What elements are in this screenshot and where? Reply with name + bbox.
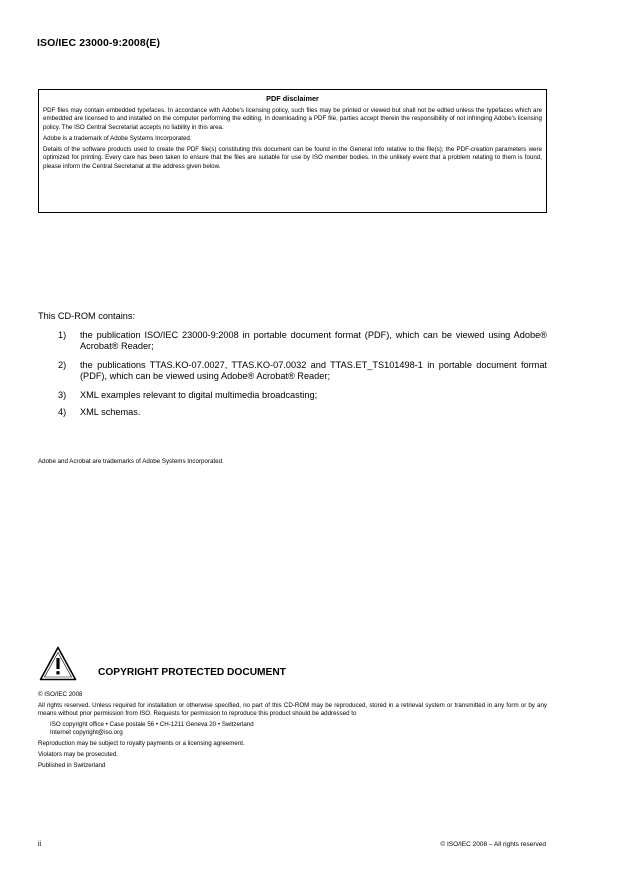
copyright-internet: Internet copyright@iso.org (50, 728, 123, 736)
list-item (38, 407, 547, 424)
list-item-text: XML schemas. (80, 407, 141, 417)
disclaimer-paragraph: PDF files may contain embedded typefaces. In accordance with Adobe's licensing policy, such files may be printed or viewed but shall not be edited unless the typefaces which are embedded are licensed to and installed on the computer performing the editing. In downloading a PDF file, parties accept therein the responsibility of not infringing Adobe's licensing policy. The ISO Central Secretariat accepts no liability in this area. (43, 107, 542, 131)
pdf-disclaimer-box (38, 89, 547, 213)
page-number: ii (38, 841, 42, 848)
list-item-number: 1) (58, 330, 67, 340)
cdrom-contents-list (38, 330, 547, 424)
warning-icon (39, 646, 77, 681)
copyright-royalty: Reproduction may be subject to royalty payments or a licensing agreement. (38, 740, 245, 748)
list-item (38, 330, 547, 360)
copyright-block (38, 691, 547, 773)
list-item-number: 4) (58, 407, 67, 417)
list-item-text: the publication ISO/IEC 23000-9:2008 in portable document format (PDF), which can be viewed using Adobe® Acrobat® Reader; (80, 330, 547, 351)
copyright-notice: © ISO/IEC 2008 (38, 691, 83, 698)
copyright-rights-text: All rights reserved. Unless required for installation or otherwise specified, no part of this CD-ROM may be reproduced, stored in a retrieval system or transmitted in any form or by any means without prior permission from ISO. Requests for permission to reproduce this product should be addressed to (38, 702, 547, 718)
copyright-heading: COPYRIGHT PROTECTED DOCUMENT (98, 667, 286, 678)
list-item-text: XML examples relevant to digital multimedia broadcasting; (80, 390, 318, 400)
cdrom-intro: This CD-ROM contains: (38, 311, 135, 321)
document-header-title: ISO/IEC 23000-9:2008(E) (37, 37, 161, 49)
disclaimer-title: PDF disclaimer (266, 94, 319, 103)
list-item (38, 360, 547, 390)
disclaimer-paragraph: Details of the software products used to create the PDF file(s) constituting this document can be found in the General Info relative to the file(s); the PDF-creation parameters were optimized for printing. Every care has been taken to ensure that the files are suitable for use by ISO member bodies. In the unlikely event that a problem relating to them is found, please inform the Central Secretariat at the address given below. (43, 146, 542, 170)
copyright-published: Published in Switzerland (38, 762, 106, 770)
copyright-address: ISO copyright office • Case postale 56 • CH-1211 Geneva 20 • Switzerland (50, 720, 254, 728)
list-item-text: the publications TTAS.KO-07.0027, TTAS.KO-07.0032 and TTAS.ET_TS101498-1 in portable document format (PDF), which can be viewed using Adobe® Acrobat® Reader; (80, 360, 547, 381)
list-item-number: 3) (58, 390, 67, 400)
footer-rights: © ISO/IEC 2008 – All rights reserved (440, 841, 546, 848)
copyright-violators: Violators may be prosecuted. (38, 751, 119, 759)
trademark-note: Adobe and Acrobat are trademarks of Adobe Systems Incorporated. (38, 458, 224, 465)
list-item-number: 2) (58, 360, 67, 370)
disclaimer-paragraph: Adobe is a trademark of Adobe Systems Incorporated. (43, 134, 192, 142)
list-item (38, 390, 547, 407)
